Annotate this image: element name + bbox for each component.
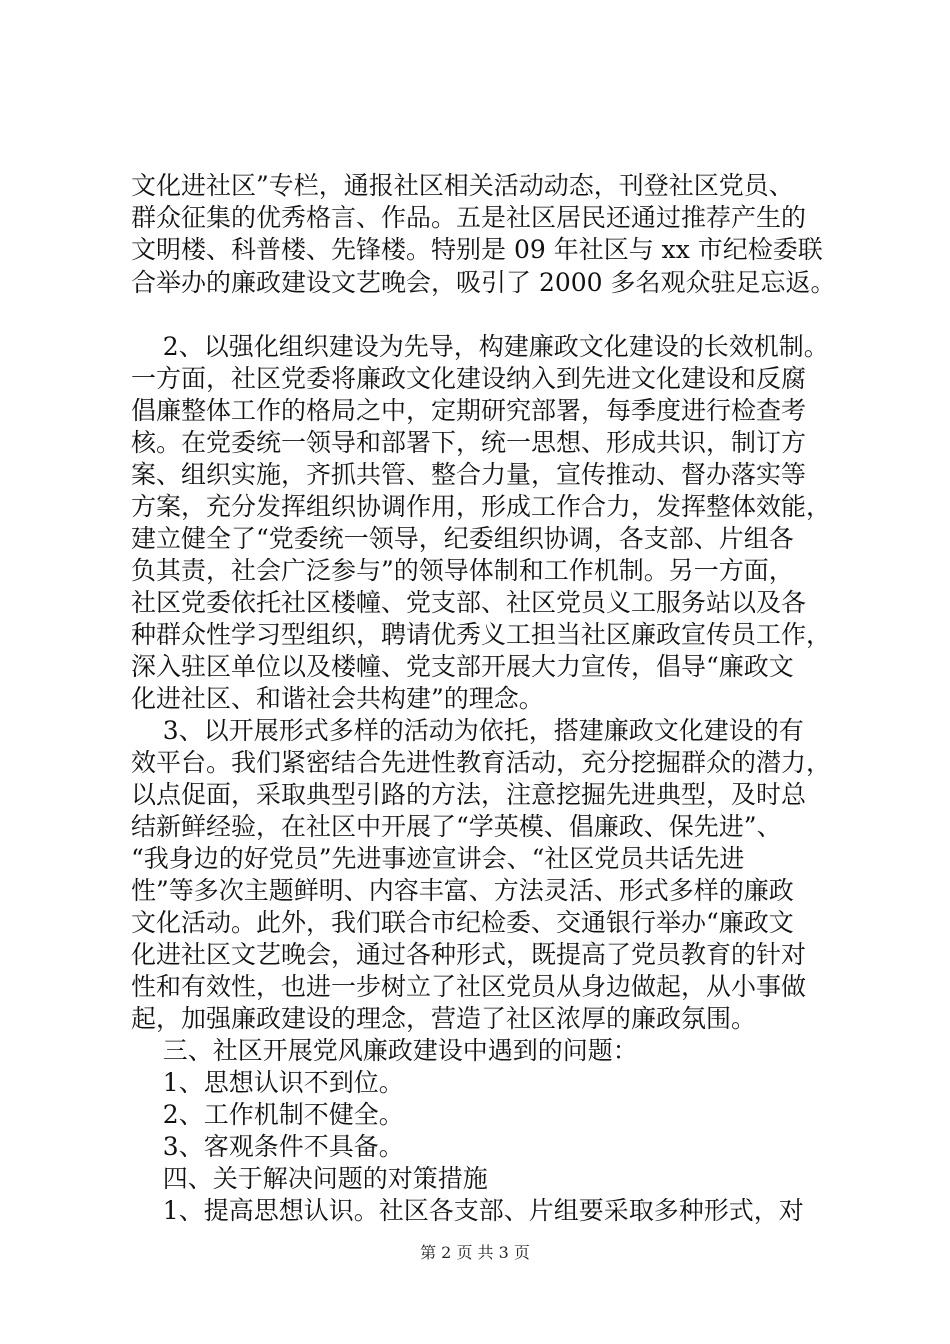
- list-item: 2、工作机制不健全。: [131, 1100, 404, 1129]
- text-line: 起，加强廉政建设的理念，营造了社区浓厚的廉政氛围。: [131, 1004, 757, 1033]
- text-line: 文化活动。此外，我们联合市纪检委、交通银行举办“廉政文: [131, 908, 794, 937]
- text-line: 1、提高思想认识。社区各支部、片组要采取多种形式，对: [131, 1196, 804, 1225]
- section-heading: 三、社区开展党风廉政建设中遇到的问题：: [131, 1036, 638, 1065]
- text-line: 文化进社区”专栏，通报社区相关活动动态，刊登社区党员、: [131, 171, 794, 200]
- section-heading: 四、关于解决问题的对策措施: [131, 1164, 488, 1193]
- text-line: 2、以强化组织建设为先导，构建廉政文化建设的长效机制。: [131, 332, 829, 361]
- text-line: 一方面，社区党委将廉政文化建设纳入到先进文化建设和反腐: [131, 364, 807, 393]
- text-line: 效平台。我们紧密结合先进性教育活动，充分挖掘群众的潜力，: [131, 748, 832, 777]
- page-number-footer: 第 2 页 共 3 页: [420, 1243, 530, 1262]
- text-line: 案、组织实施，齐抓共管、整合力量，宣传推动、督办落实等: [131, 460, 807, 489]
- text-line: 方案，充分发挥组织协调作用，形成工作合力，发挥整体效能，: [131, 492, 832, 521]
- text-line: 结新鲜经验，在社区中开展了“学英模、倡廉政、保先进”、: [131, 812, 782, 841]
- text-line: 种群众性学习型组织，聘请优秀义工担当社区廉政宣传员工作，: [131, 620, 832, 649]
- text-line: 合举办的廉政建设文艺晚会，吸引了 2000 多名观众驻足忘返。: [131, 268, 836, 297]
- text-line: 群众征集的优秀格言、作品。五是社区居民还通过推荐产生的: [131, 203, 807, 232]
- text-line: “我身边的好党员”先进事迹宣讲会、“社区党员共话先进: [131, 844, 745, 873]
- text-line: 化进社区文艺晚会，通过各种形式，既提高了党员教育的针对: [131, 940, 807, 969]
- text-line: 性和有效性，也进一步树立了社区党员从身边做起，从小事做: [131, 972, 807, 1001]
- text-line: 化进社区、和谐社会共构建”的理念。: [131, 684, 544, 713]
- text-line: 核。在党委统一领导和部署下，统一思想、形成共识，制订方: [131, 428, 807, 457]
- text-line: 文明楼、科普楼、先锋楼。特别是 09 年社区与 xx 市纪检委联: [131, 235, 823, 264]
- text-line: 3、以开展形式多样的活动为依托，搭建廉政文化建设的有: [131, 716, 804, 745]
- text-line: 倡廉整体工作的格局之中，定期研究部署，每季度进行检查考: [131, 396, 807, 425]
- text-line: 社区党委依托社区楼幢、党支部、社区党员义工服务站以及各: [131, 588, 807, 617]
- text-line: 建立健全了“党委统一领导，纪委组织协调，各支部、片组各: [131, 524, 794, 553]
- text-line: 以点促面，采取典型引路的方法，注意挖掘先进典型，及时总: [131, 780, 807, 809]
- list-item: 1、思想认识不到位。: [131, 1068, 404, 1097]
- list-item: 3、客观条件不具备。: [131, 1132, 404, 1161]
- text-line: 性”等多次主题鲜明、内容丰富、方法灵活、形式多样的廉政: [131, 876, 794, 905]
- text-line: 深入驻区单位以及楼幢、党支部开展大力宣传，倡导“廉政文: [131, 652, 794, 681]
- text-line: 负其责，社会广泛参与”的领导体制和工作机制。另一方面，: [131, 556, 794, 585]
